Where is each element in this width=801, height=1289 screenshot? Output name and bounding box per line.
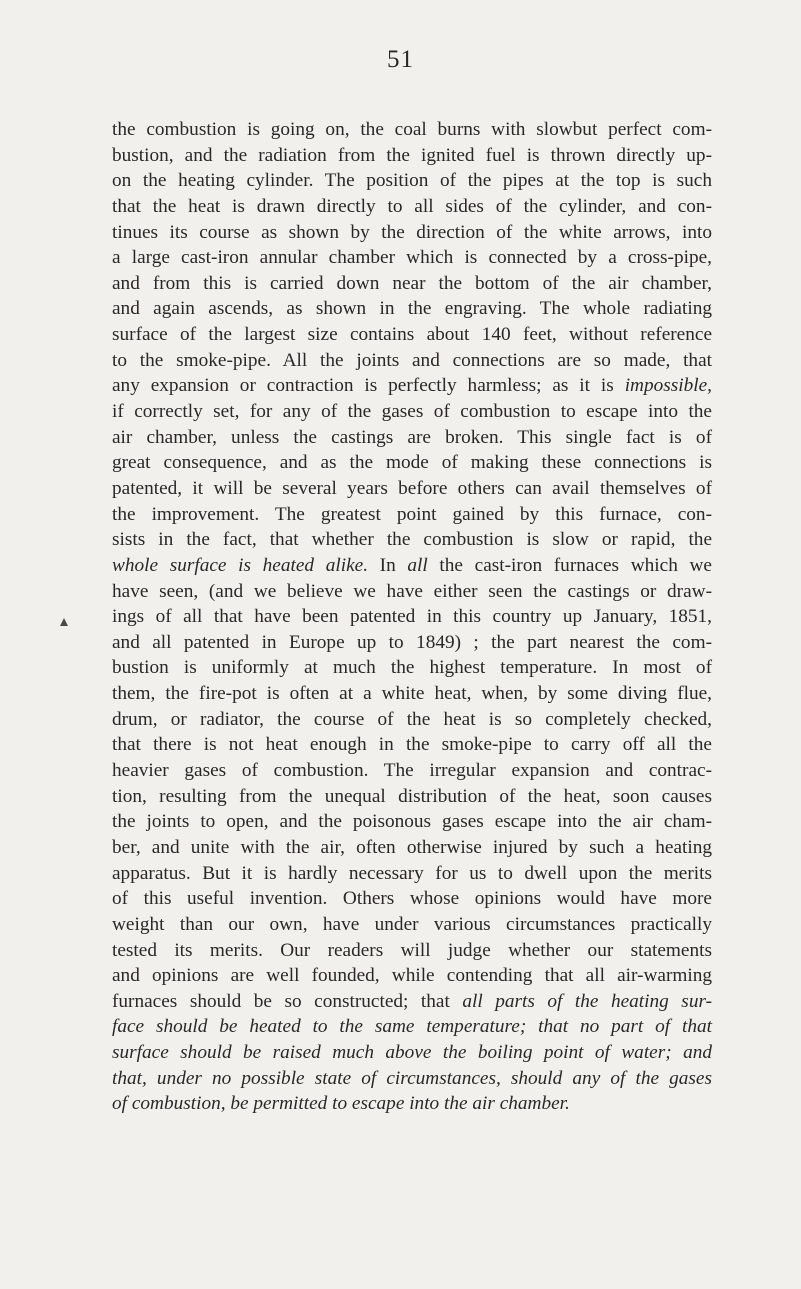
text-line [112,194,712,220]
italic-text: that, under no possible state of circumstances, should any of the gases [112,1067,712,1089]
text-run: tion, resulting from the unequal distribution of the heat, soon causes [112,785,712,807]
text-run: the improvement. The greatest point gained by this furnace, con- [112,503,712,525]
text-line [112,1014,712,1040]
italic-text: whole surface is heated alike. [112,554,369,576]
text-run: tested its merits. Our readers will judge whether our statements [112,939,712,961]
text-run: furnaces should be so constructed; that [112,990,463,1012]
page-number: 51 [387,46,414,73]
text-line [112,861,712,887]
text-line [112,245,712,271]
text-line [112,1091,712,1117]
text-line [112,732,712,758]
text-run: if correctly set, for any of the gases of combustion to escape into the [112,401,712,423]
text-line [112,938,712,964]
text-line [112,963,712,989]
text-line [112,604,712,630]
text-run: drum, or radiator, the course of the heat is so completely checked, [112,708,712,730]
italic-text: face should be heated to the same temperature; that no part of that [112,1016,712,1038]
text-line [112,168,712,194]
text-line [112,476,712,502]
text-line [112,322,712,348]
text-line [112,502,712,528]
text-line [112,271,712,297]
text-line [112,450,712,476]
text-line [112,835,712,861]
text-run: the joints to open, and the poisonous gases escape into the air cham- [112,811,712,833]
text-run: a large cast-iron annular chamber which is connected by a cross-pipe, [112,247,712,269]
text-run: weight than our own, have under various circumstances practically [112,913,712,935]
text-line [112,886,712,912]
text-line [112,681,712,707]
text-run: and from this is carried down near the bottom of the air chamber, [112,272,712,294]
text-run: them, the fire-pot is often at a white heat, when, by some diving flue, [112,683,712,705]
text-run: have seen, (and we believe we have either seen the castings or draw- [112,580,712,602]
text-run: any expansion or contraction is perfectly harmless; as it is [112,375,625,397]
text-line [112,784,712,810]
text-line [112,707,712,733]
text-run: the cast-iron furnaces which we [427,554,712,576]
text-line [112,1066,712,1092]
text-line [112,1040,712,1066]
italic-text: all parts of the heating sur- [462,990,712,1012]
text-run: to the smoke-pipe. All the joints and connections are so made, that [112,349,712,371]
text-line [112,399,712,425]
text-line [112,809,712,835]
margin-mark [60,618,68,626]
text-run: bustion, and the radiation from the ignited fuel is thrown directly up- [112,144,712,166]
text-line [112,758,712,784]
text-line [112,117,712,143]
text-line [112,143,712,169]
text-run: surface of the largest size contains about 140 feet, without reference [112,324,712,346]
text-run: heavier gases of combustion. The irregular expansion and contrac- [112,760,712,782]
text-line [112,579,712,605]
text-run: the combustion is going on, the coal burns with slowbut perfect com- [112,119,712,140]
text-line [112,296,712,322]
text-run: apparatus. But it is hardly necessary for us to dwell upon the merits [112,862,712,884]
text-line [112,527,712,553]
text-run: bustion is uniformly at much the highest temperature. In most of [112,657,712,679]
text-line [112,373,712,399]
text-run: that the heat is drawn directly to all sides of the cylinder, and con- [112,195,712,217]
italic-text: all [407,554,428,576]
text-run: of this useful invention. Others whose opinions would have more [112,888,712,910]
italic-text: impossible, [624,375,712,397]
italic-text: surface should be raised much above the boiling point of water; and [112,1042,712,1064]
text-run: great consequence, and as the mode of making these connections is [112,452,712,474]
text-run: ber, and unite with the air, often otherwise injured by such a heating [112,836,712,858]
text-line [112,553,712,579]
text-run: on the heating cylinder. The position of the pipes at the top is such [112,170,712,192]
body-paragraph [112,117,712,1117]
text-line [112,348,712,374]
text-run: air chamber, unless the castings are broken. This single fact is of [112,426,712,448]
text-run: tinues its course as shown by the direction of the white arrows, into [112,221,712,243]
text-run: In [368,554,408,576]
text-run: that there is not heat enough in the smoke-pipe to carry off all the [112,734,712,756]
text-run: sists in the fact, that whether the combustion is slow or rapid, the [112,529,712,551]
italic-text: of combustion, be permitted to escape into the air chamber. [112,1093,570,1115]
text-run: ings of all that have been patented in this country up January, 1851, [112,606,712,628]
text-run: patented, it will be several years before others can avail themselves of [112,477,712,499]
text-line [112,425,712,451]
text-line [112,912,712,938]
text-line [112,220,712,246]
text-run: and opinions are well founded, while contending that all air-warming [112,965,712,987]
text-run: and all patented in Europe up to 1849) ; the part nearest the com- [112,631,712,653]
text-line [112,989,712,1015]
text-line [112,630,712,656]
text-line [112,655,712,681]
text-run: and again ascends, as shown in the engraving. The whole radiating [112,298,712,320]
